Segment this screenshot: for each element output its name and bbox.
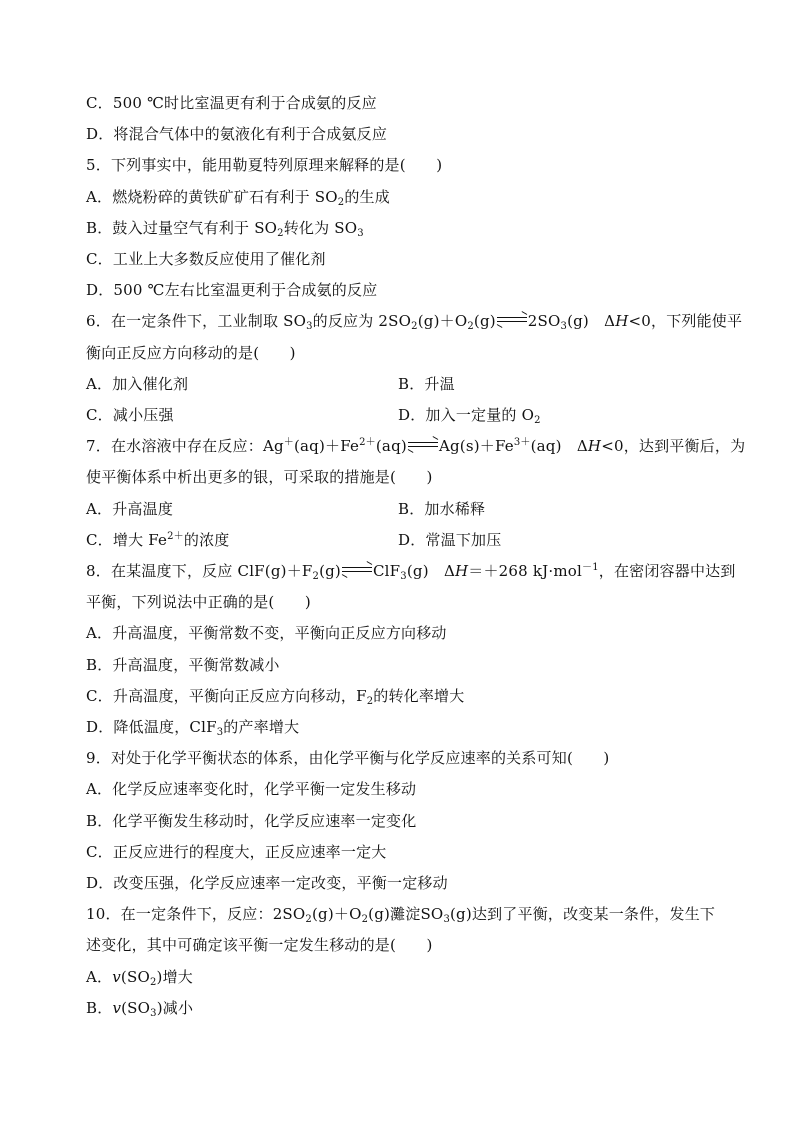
subscript: 2 <box>411 321 418 333</box>
question-9-option-a <box>86 774 734 805</box>
option-text: B． <box>86 998 113 1017</box>
subscript: 3 <box>560 321 568 333</box>
question-7-options-row1 <box>86 494 734 525</box>
question-6-option-d <box>398 400 541 431</box>
option-text: )增大 <box>156 967 193 986</box>
option-text: A．化学反应速率变化时，化学平衡一定发生移动 <box>86 780 417 799</box>
subscript: 3 <box>150 1007 157 1019</box>
question-5-option-c <box>86 244 734 275</box>
subscript: 2 <box>467 321 474 333</box>
rate-symbol: v <box>112 967 121 986</box>
stem-text: <0，下列能使平 <box>628 312 743 331</box>
option-text: B．加水稀释 <box>398 499 486 518</box>
option-text: )减小 <box>156 998 194 1017</box>
question-8-stem-line1 <box>86 556 734 587</box>
subscript: 2 <box>305 914 312 926</box>
option-text: C．减小压强 <box>86 406 174 425</box>
question-7-stem-line2 <box>86 462 734 493</box>
question-9-option-c <box>86 837 734 868</box>
subscript: 3 <box>306 321 313 333</box>
stem-text: Ag(s)＋Fe <box>438 437 514 456</box>
option-text: D．降低温度，ClF <box>86 718 217 737</box>
stem-text: 7．在水溶液中存在反应：Ag <box>86 437 284 456</box>
question-7-options-row2 <box>86 525 734 556</box>
equilibrium-arrow-icon <box>497 316 527 324</box>
question-10-stem-line1 <box>86 899 734 930</box>
option-text: B．鼓入过量空气有利于 SO <box>86 218 278 237</box>
stem-text: 10．在一定条件下，反应：2SO <box>86 905 306 924</box>
question-6-stem-line2 <box>86 338 734 369</box>
subscript: 3 <box>216 727 224 739</box>
stem-text: (g) Δ <box>567 312 616 331</box>
stem-text: (g)＋O <box>311 905 362 924</box>
equilibrium-arrow-icon <box>408 441 438 449</box>
option-text: (SO <box>120 967 150 986</box>
subscript: 2 <box>534 415 541 427</box>
option-c-prev <box>86 88 734 119</box>
option-text: D．加入一定量的 O <box>398 406 535 425</box>
option-text: D．改变压强，化学反应速率一定改变，平衡一定移动 <box>86 874 448 893</box>
question-5-option-d <box>86 275 734 306</box>
stem-text: ClF <box>372 562 401 581</box>
option-text: A．燃烧粉碎的黄铁矿矿石有利于 SO <box>86 187 338 206</box>
stem-text: (g)＋O <box>417 312 468 331</box>
rate-symbol: v <box>112 998 122 1017</box>
question-10-stem-line2 <box>86 930 734 961</box>
question-6-option-b <box>398 369 455 400</box>
question-9-stem <box>86 743 734 774</box>
subscript: 2 <box>361 914 369 926</box>
stem-text: 8．在某温度下，反应 ClF(g)＋F <box>86 562 313 581</box>
question-8-stem-line2 <box>86 587 734 618</box>
stem-text: ，在密闭容器中达到 <box>598 562 736 581</box>
option-text: 的产率增大 <box>223 718 300 737</box>
option-text: 转化为 SO <box>283 218 358 237</box>
option-text: C．正反应进行的程度大，正反应速率一定大 <box>86 842 387 861</box>
question-10-option-a <box>86 962 734 993</box>
option-text: B．升温 <box>398 374 455 393</box>
question-8-option-d <box>86 712 734 743</box>
question-7-option-a <box>86 494 398 525</box>
stem-text: 5．下列事实中，能用勒夏特列原理来解释的是( ) <box>86 156 443 175</box>
stem-text: 述变化，其中可确定该平衡一定发生移动的是( ) <box>86 936 433 955</box>
stem-text: (g) <box>319 562 341 581</box>
stem-text: 2SO <box>527 312 561 331</box>
stem-text: (g)达到了平衡，改变某一条件，发生下 <box>450 905 716 924</box>
enthalpy-symbol: H <box>454 562 469 581</box>
option-text: A．升高温度，平衡常数不变，平衡向正反应方向移动 <box>86 624 447 643</box>
question-9-option-d <box>86 868 734 899</box>
option-text: 的生成 <box>344 187 390 206</box>
subscript: 3 <box>443 914 450 926</box>
subscript: 2 <box>149 976 157 988</box>
question-6-option-c <box>86 400 398 431</box>
stem-text: 的反应为 2SO <box>312 312 412 331</box>
question-5-stem <box>86 150 734 181</box>
option-text: 的转化率增大 <box>373 686 465 705</box>
option-text: C．工业上大多数反应使用了催化剂 <box>86 250 326 269</box>
subscript: 2 <box>366 695 374 707</box>
garbled-arrow-text: 灘淀 <box>390 905 421 924</box>
question-10-option-b <box>86 993 734 1024</box>
question-6-option-a <box>86 369 398 400</box>
option-text: A． <box>86 967 113 986</box>
option-text: C．升高温度，平衡向正反应方向移动，F <box>86 686 367 705</box>
question-5-option-a <box>86 182 734 213</box>
stem-text: ＝＋268 kJ·mol <box>468 562 582 581</box>
question-8-option-a <box>86 618 734 649</box>
stem-text: 使平衡体系中析出更多的银，可采取的措施是( ) <box>86 468 433 487</box>
stem-text: (g) <box>368 905 391 924</box>
stem-text: 6．在一定条件下，工业制取 SO <box>86 312 307 331</box>
option-text: A．升高温度 <box>86 499 174 518</box>
stem-text: (aq) Δ <box>530 437 588 456</box>
question-7-option-b <box>398 494 485 525</box>
subscript: 2 <box>312 571 320 583</box>
option-text: D．常温下加压 <box>398 530 502 549</box>
question-7-option-d <box>398 525 501 556</box>
question-5-option-b <box>86 213 734 244</box>
subscript: 3 <box>357 227 364 239</box>
stem-text: (aq) <box>375 437 407 456</box>
stem-text: (g) Δ <box>406 562 455 581</box>
option-text: D．500 ℃左右比室温更利于合成氨的反应 <box>86 281 378 300</box>
option-text: C．增大 Fe <box>86 530 168 549</box>
question-6-options-row1 <box>86 369 734 400</box>
question-9-option-b <box>86 806 734 837</box>
stem-text: SO <box>420 905 444 924</box>
option-text: B．升高温度，平衡常数减小 <box>86 655 280 674</box>
question-8-option-c <box>86 681 734 712</box>
enthalpy-symbol: H <box>615 312 629 331</box>
question-6-options-row2 <box>86 400 734 431</box>
stem-text: 衡向正反应方向移动的是( ) <box>86 343 296 362</box>
superscript: 3＋ <box>513 437 531 449</box>
option-text: B．化学平衡发生移动时，化学反应速率一定变化 <box>86 811 417 830</box>
superscript: －1 <box>582 562 599 574</box>
question-8-option-b <box>86 650 734 681</box>
question-6-stem-line1 <box>86 306 743 337</box>
superscript: ＋ <box>283 437 294 449</box>
stem-text: (aq)＋Fe <box>293 437 360 456</box>
question-7-option-c <box>86 525 398 556</box>
option-text: 的浓度 <box>183 530 230 549</box>
subscript: 3 <box>400 571 407 583</box>
enthalpy-symbol: H <box>587 437 602 456</box>
subscript: 2 <box>337 196 345 208</box>
option-text: A．加入催化剂 <box>86 374 189 393</box>
subscript: 2 <box>277 227 284 239</box>
option-d-prev <box>86 119 734 150</box>
question-7-stem-line1 <box>86 431 746 462</box>
stem-text: <0，达到平衡后，为 <box>601 437 746 456</box>
option-text: (SO <box>121 998 151 1017</box>
stem-text: (g) <box>473 312 496 331</box>
superscript: 2＋ <box>359 437 376 449</box>
equilibrium-arrow-icon <box>342 566 372 574</box>
superscript: 2＋ <box>167 530 184 542</box>
option-text: C．500 ℃时比室温更有利于合成氨的反应 <box>86 94 377 112</box>
stem-text: 平衡，下列说法中正确的是( ) <box>86 593 311 612</box>
option-text: D．将混合气体中的氨液化有利于合成氨反应 <box>86 125 388 144</box>
stem-text: 9．对处于化学平衡状态的体系，由化学平衡与化学反应速率的关系可知( ) <box>86 749 610 768</box>
